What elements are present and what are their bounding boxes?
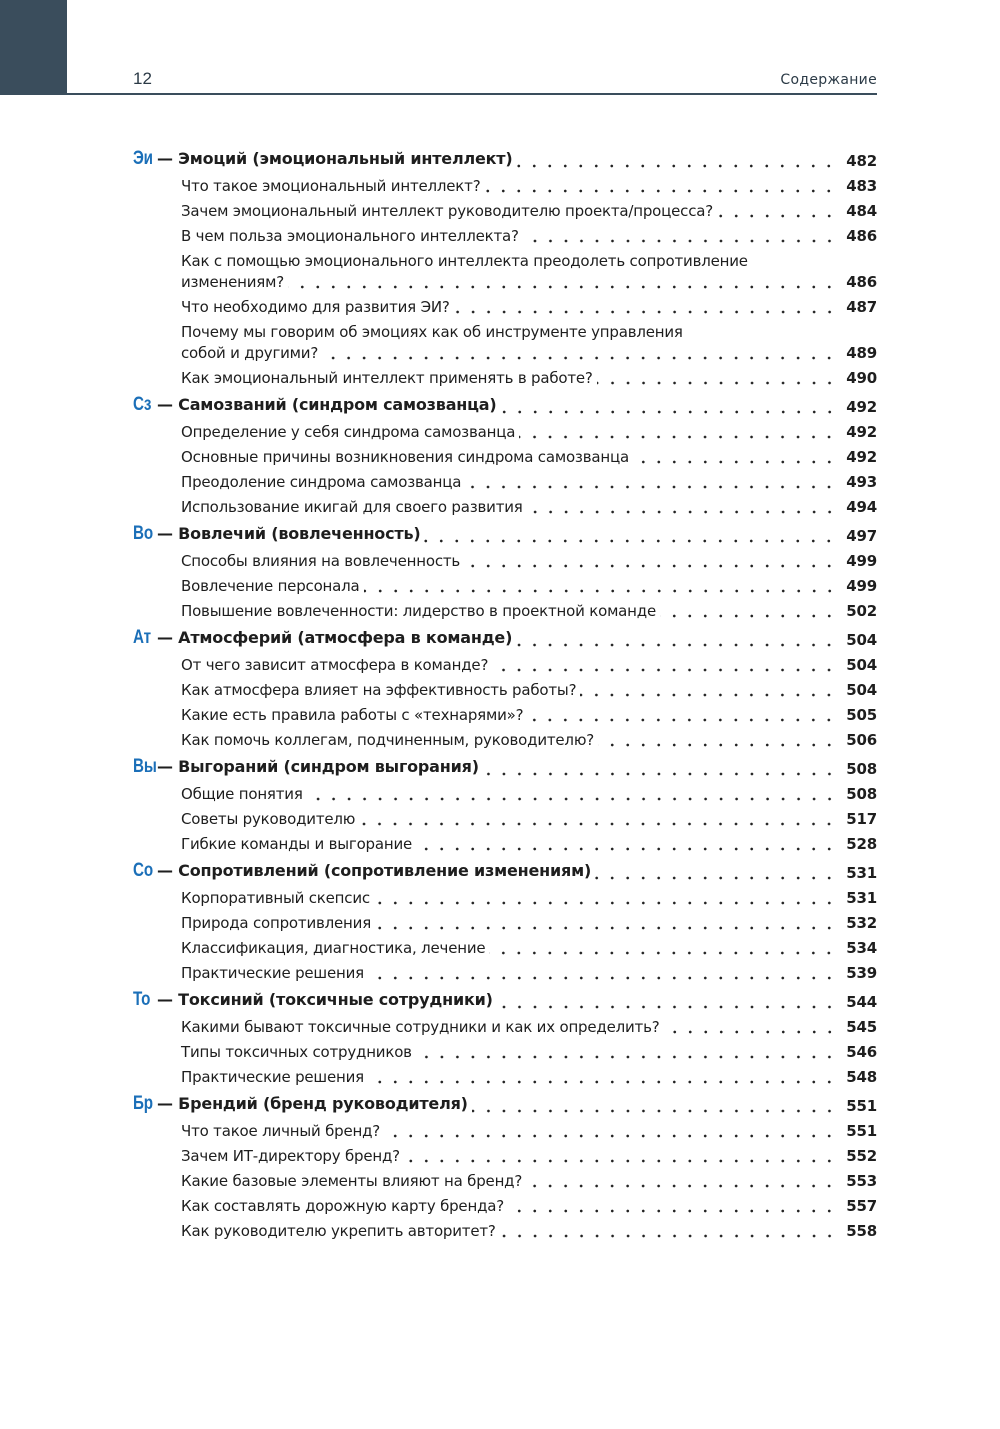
chapter-code: Во: [133, 523, 153, 544]
toc-entry-line1[interactable]: Как с помощью эмоционального интеллекта преодолеть сопротивление: [181, 252, 748, 270]
entry-title: собой и другими?: [181, 344, 319, 362]
toc-entry-line1[interactable]: Почему мы говорим об эмоциях как об инструменте управления: [181, 323, 683, 341]
entry-title: Какие базовые элементы влияют на бренд?: [181, 1172, 523, 1190]
page-ref: 493: [846, 473, 877, 491]
toc-chapter-entry[interactable]: [133, 1092, 877, 1117]
entry-title: Какими бывают токсичные сотрудники и как их определить?: [181, 1018, 660, 1036]
dot-leader: [464, 558, 837, 568]
toc-chapter-entry[interactable]: [133, 755, 877, 780]
dot-leader: [368, 1074, 837, 1084]
toc-entry[interactable]: [133, 1167, 877, 1192]
page-ref: 492: [846, 423, 877, 441]
toc-entry[interactable]: [133, 272, 877, 293]
toc-entry[interactable]: [133, 418, 877, 443]
page-ref: 499: [846, 552, 877, 570]
dot-leader: [526, 1178, 837, 1188]
chapter-title: [133, 148, 512, 172]
page-ref: 494: [846, 498, 877, 516]
chapter-code: Бр: [133, 1093, 153, 1114]
page-number: 12: [133, 69, 152, 88]
dot-leader: [501, 404, 837, 414]
chapter-title: [133, 860, 591, 884]
page-ref: 506: [846, 731, 877, 749]
page-ref: 546: [846, 1043, 877, 1061]
running-title: Содержание: [780, 72, 877, 88]
page-ref: 482: [846, 152, 877, 170]
dot-leader: [359, 816, 837, 826]
toc-entry[interactable]: [133, 909, 877, 934]
dot-leader: [516, 158, 837, 168]
dot-leader: [375, 920, 837, 930]
dot-leader: [508, 1203, 837, 1213]
toc-entry[interactable]: [133, 701, 877, 726]
dot-leader: [519, 429, 837, 439]
entry-title: Определение у себя синдрома самозванца: [181, 423, 516, 441]
page-ref: 532: [846, 914, 877, 932]
dot-leader: [364, 583, 837, 593]
dot-leader: [500, 1228, 837, 1238]
entry-title: Основные причины возникновения синдрома самозванца: [181, 448, 629, 466]
chapter-name: — Выгораний (синдром выгорания): [157, 757, 479, 776]
dot-leader: [664, 1024, 838, 1034]
toc-entry[interactable]: [133, 364, 877, 389]
dot-leader: [717, 208, 837, 218]
page-ref: 552: [846, 1147, 877, 1165]
dot-leader: [368, 970, 837, 980]
page-ref: 504: [846, 681, 877, 699]
chapter-title: [133, 756, 479, 780]
page-ref: 492: [846, 448, 877, 466]
dot-leader: [322, 350, 837, 360]
chapter-title: [133, 1093, 468, 1117]
toc-chapter-entry[interactable]: [133, 147, 877, 172]
toc-entry[interactable]: [133, 222, 877, 247]
entry-title: Как эмоциональный интеллект применять в работе?: [181, 369, 593, 387]
toc-entry[interactable]: [133, 1142, 877, 1167]
dot-leader: [307, 791, 837, 801]
page-ref: 502: [846, 602, 877, 620]
chapter-name: — Сопротивлений (сопротивление изменениям): [157, 861, 592, 880]
toc-entry[interactable]: [133, 884, 877, 909]
toc-chapter-entry[interactable]: [133, 859, 877, 884]
entry-title: Что такое личный бренд?: [181, 1122, 381, 1140]
dot-leader: [454, 304, 837, 314]
entry-title: Гибкие команды и выгорание: [181, 835, 413, 853]
toc-entry[interactable]: [133, 959, 877, 984]
toc-entry[interactable]: [133, 1013, 877, 1038]
chapter-name: — Брендий (бренд руководителя): [157, 1094, 468, 1113]
page-ref: 497: [846, 527, 877, 545]
dot-leader: [633, 454, 837, 464]
page-ref: 499: [846, 577, 877, 595]
entry-title: В чем польза эмоционального интеллекта?: [181, 227, 519, 245]
entry-title: Использование икигай для своего развития: [181, 498, 523, 516]
chapter-name: — Эмоций (эмоциональный интеллект): [157, 149, 513, 168]
toc-entry[interactable]: [133, 726, 877, 751]
page-ref: 539: [846, 964, 877, 982]
page-ref: 508: [846, 785, 877, 803]
chapter-name: — Токсиний (токсичные сотрудники): [157, 990, 493, 1009]
entry-title: Вовлечение персонала: [181, 577, 360, 595]
toc-entry[interactable]: [133, 676, 877, 701]
page-ref: 486: [846, 227, 877, 245]
chapter-title: [133, 394, 497, 418]
entry-title: Как помочь коллегам, подчиненным, руководителю?: [181, 731, 595, 749]
page-ref: 553: [846, 1172, 877, 1190]
chapter-name: — Вовлечий (вовлеченность): [157, 524, 421, 543]
toc-entry[interactable]: [133, 830, 877, 855]
chapter-code: Ат: [133, 627, 151, 648]
entry-title: Как составлять дорожную карту бренда?: [181, 1197, 504, 1215]
entry-title: Зачем ИТ-директору бренд?: [181, 1147, 400, 1165]
page-ref: 531: [846, 889, 877, 907]
chapter-name: — Атмосферий (атмосфера в команде): [157, 628, 513, 647]
toc-entry[interactable]: [133, 293, 877, 318]
dot-leader: [489, 945, 837, 955]
chapter-code: Вы: [133, 756, 157, 777]
toc-entry[interactable]: [133, 547, 877, 572]
entry-title: Способы влияния на вовлеченность: [181, 552, 461, 570]
dot-leader: [597, 375, 837, 385]
page-ref: 492: [846, 398, 877, 416]
page-ref: 551: [846, 1097, 877, 1115]
entry-title: Общие понятия: [181, 785, 303, 803]
page-ref: 528: [846, 835, 877, 853]
corner-decoration: [0, 0, 67, 95]
entry-title: изменениям?: [181, 273, 284, 291]
entry-title: Что необходимо для развития ЭИ?: [181, 298, 450, 316]
toc-chapter-entry[interactable]: [133, 988, 877, 1013]
dot-leader: [472, 1103, 837, 1113]
dot-leader: [484, 183, 837, 193]
dot-leader: [492, 662, 837, 672]
entry-title: Какие есть правила работы с «технарями»?: [181, 706, 524, 724]
dot-leader: [527, 712, 837, 722]
page-ref: 490: [846, 369, 877, 387]
toc-chapter-entry[interactable]: [133, 393, 877, 418]
chapter-title: [133, 627, 512, 651]
page-ref: 504: [846, 656, 877, 674]
toc-entry[interactable]: [133, 805, 877, 830]
page-ref: 531: [846, 864, 877, 882]
dot-leader: [465, 479, 837, 489]
page-ref: 544: [846, 993, 877, 1011]
dot-leader: [384, 1128, 837, 1138]
dot-leader: [288, 279, 837, 289]
page-ref: 508: [846, 760, 877, 778]
entry-title: Советы руководителю: [181, 810, 356, 828]
entry-title: Практические решения: [181, 1068, 364, 1086]
page-ref: 483: [846, 177, 877, 195]
entry-title: Что такое эмоциональный интеллект?: [181, 177, 481, 195]
chapter-code: Эи: [133, 148, 153, 169]
page-ref: 484: [846, 202, 877, 220]
entry-title: Корпоративный скепсис: [181, 889, 370, 907]
chapter-code: То: [133, 989, 151, 1010]
toc-entry[interactable]: [133, 1117, 877, 1142]
toc-entry[interactable]: [133, 1217, 877, 1242]
dot-leader: [580, 687, 837, 697]
entry-title: Зачем эмоциональный интеллект руководителю проекта/процесса?: [181, 202, 714, 220]
page-ref: 517: [846, 810, 877, 828]
entry-title: Как руководителю укрепить авторитет?: [181, 1222, 496, 1240]
entry-title: От чего зависит атмосфера в команде?: [181, 656, 489, 674]
toc-entry[interactable]: [133, 493, 877, 518]
page-ref: 548: [846, 1068, 877, 1086]
toc-entry[interactable]: [133, 197, 877, 222]
page-ref: 489: [846, 344, 877, 362]
toc-entry[interactable]: [133, 651, 877, 676]
dot-leader: [404, 1153, 837, 1163]
dot-leader: [523, 233, 837, 243]
entry-title: Природа сопротивления: [181, 914, 372, 932]
chapter-title: [133, 523, 420, 547]
toc-entry[interactable]: [133, 1063, 877, 1088]
page-ref: 557: [846, 1197, 877, 1215]
entry-title: Как атмосфера влияет на эффективность работы?: [181, 681, 577, 699]
dot-leader: [416, 841, 837, 851]
page-ref: 505: [846, 706, 877, 724]
dot-leader: [527, 504, 837, 514]
page-ref: 558: [846, 1222, 877, 1240]
toc-entry[interactable]: [133, 443, 877, 468]
dot-leader: [598, 737, 837, 747]
toc-entry[interactable]: [133, 572, 877, 597]
table-of-contents: [133, 147, 877, 1242]
toc-chapter-entry[interactable]: [133, 626, 877, 651]
entry-title: Преодоление синдрома самозванца: [181, 473, 462, 491]
toc-entry[interactable]: [133, 780, 877, 805]
page-ref: 534: [846, 939, 877, 957]
page-ref: 486: [846, 273, 877, 291]
chapter-title: [133, 989, 493, 1013]
page-ref: 487: [846, 298, 877, 316]
entry-title: Практические решения: [181, 964, 364, 982]
dot-leader: [374, 895, 837, 905]
chapter-code: Со: [133, 860, 153, 881]
toc-entry[interactable]: [133, 343, 877, 364]
dot-leader: [595, 870, 837, 880]
page-ref: 551: [846, 1122, 877, 1140]
toc-entry[interactable]: [133, 1192, 877, 1217]
dot-leader: [424, 533, 837, 543]
dot-leader: [497, 999, 837, 1009]
page-ref: 545: [846, 1018, 877, 1036]
toc-entry[interactable]: [133, 468, 877, 493]
toc-entry[interactable]: [133, 934, 877, 959]
chapter-name: — Самозваний (синдром самозванца): [157, 395, 497, 414]
dot-leader: [483, 766, 837, 776]
entry-title: Типы токсичных сотрудников: [181, 1043, 412, 1061]
page-ref: 504: [846, 631, 877, 649]
dot-leader: [416, 1049, 837, 1059]
header-rule: [67, 93, 877, 95]
entry-title: Классификация, диагностика, лечение: [181, 939, 486, 957]
entry-title: Повышение вовлеченности: лидерство в проектной команде: [181, 602, 656, 620]
toc-entry[interactable]: [133, 172, 877, 197]
chapter-code: Сз: [133, 394, 152, 415]
dot-leader: [516, 637, 837, 647]
toc-chapter-entry[interactable]: [133, 522, 877, 547]
toc-entry[interactable]: [133, 597, 877, 622]
dot-leader: [660, 608, 837, 618]
toc-entry[interactable]: [133, 1038, 877, 1063]
